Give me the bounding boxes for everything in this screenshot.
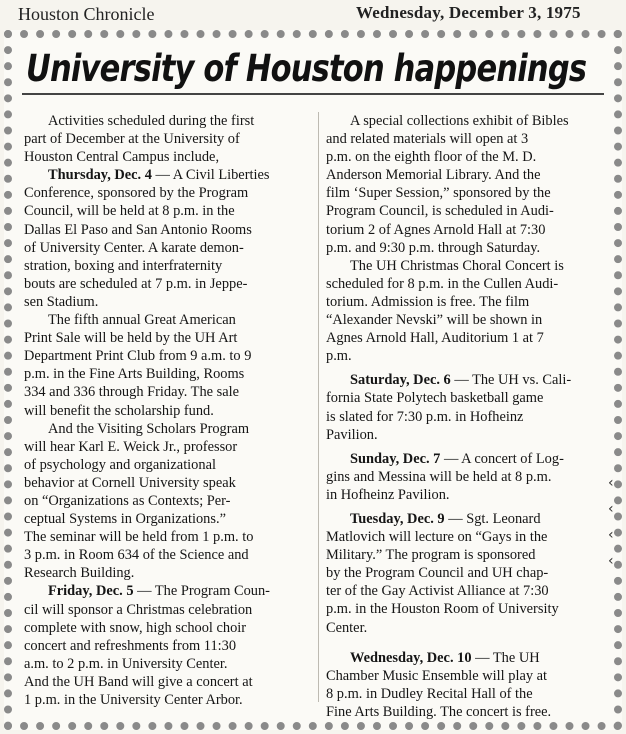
article-text-line: part of December at the University of <box>24 131 240 148</box>
article-text-line: in Hofheinz Pavilion. <box>326 486 450 503</box>
article-text-line: And the Visiting Scholars Program <box>48 420 250 437</box>
article-text-line: Saturday, Dec. 6 — The UH vs. Cali- <box>350 372 572 389</box>
margin-arrow-icon: ‹ <box>608 501 614 517</box>
article-text-line: on “Organizations as Contexts; Per- <box>24 492 231 509</box>
article-text-line: 8 p.m. in Dudley Recital Hall of the <box>326 685 533 702</box>
headline-rule <box>22 93 604 95</box>
article-text-line: Department Print Club from 9 a.m. to 9 <box>24 348 252 365</box>
article-text-line: Dallas El Paso and San Antonio Rooms <box>24 221 252 238</box>
article-text-line: of psychology and organizational <box>24 456 216 473</box>
margin-arrow-marks <box>608 470 622 580</box>
article-text-line: Research Building. <box>24 565 135 582</box>
article-text-line: Pavilion. <box>326 426 378 443</box>
article-text-line: Chamber Music Ensemble will play at <box>326 667 548 684</box>
article-text-line: And the UH Band will give a concert at <box>24 673 253 690</box>
article-text-line: concert and refreshments from 11:30 <box>24 637 237 654</box>
article-headline: University of Houston happenings <box>26 48 587 91</box>
article-text-line: Program Council, is scheduled in Audi- <box>326 203 554 220</box>
article-text-line: scheduled for 8 p.m. in the Cullen Audi- <box>326 275 559 292</box>
article-text-line: A special collections exhibit of Bibles <box>350 113 569 129</box>
article-text-line: Conference, sponsored by the Program <box>24 185 249 202</box>
event-dateline: Tuesday, Dec. 9 <box>350 510 449 527</box>
margin-arrow-icon: ‹ <box>608 527 614 543</box>
article-column-left <box>24 112 312 709</box>
article-text-line: Sunday, Dec. 7 — A concert of Log- <box>350 450 564 467</box>
article-text-line: Council, will be held at 8 p.m. in the <box>24 203 235 220</box>
margin-arrow-icon: ‹ <box>608 475 614 491</box>
article-text-line: ter of the Gay Activist Alliance at 7:30 <box>326 583 549 600</box>
article-text-line: complete with snow, high school choir <box>24 619 247 636</box>
article-text-line: will hear Karl E. Weick Jr., professor <box>24 438 238 455</box>
article-text-line: and related materials will open at 3 <box>326 131 529 148</box>
article-text-line: bouts are scheduled at 7 p.m. in Jeppe- <box>24 275 248 292</box>
event-dateline: Thursday, Dec. 4 <box>48 167 156 184</box>
article-text-line: p.m. on the eighth floor of the M. D. <box>326 149 537 166</box>
event-dateline: Friday, Dec. 5 <box>48 583 138 600</box>
article-text-line: is slated for 7:30 p.m. in Hofheinz <box>326 408 524 425</box>
article-text-line: 334 and 336 through Friday. The sale <box>24 384 240 401</box>
article-text-line: Wednesday, Dec. 10 — The UH <box>350 649 540 666</box>
article-text-line: torium 2 of Agnes Arnold Hall at 7:30 <box>326 221 546 238</box>
column-divider <box>318 112 319 702</box>
article-text-line: a.m. to 2 p.m. in University Center. <box>24 655 228 672</box>
article-text-line: 1 p.m. in the University Center Arbor. <box>24 692 243 708</box>
article-text-line: Anderson Memorial Library. And the <box>326 167 541 184</box>
article-text-line: p.m. <box>326 348 352 365</box>
article-text-line: p.m. and 9:30 p.m. through Saturday. <box>326 239 541 256</box>
article-text-line: Activities scheduled during the first <box>48 113 255 129</box>
article-text-line: fornia State Polytech basketball game <box>326 390 544 407</box>
event-dateline: Wednesday, Dec. 10 <box>350 649 476 666</box>
article-text-line: Print Sale will be held by the UH Art <box>24 330 238 347</box>
article-text-line: Matlovich will lecture on “Gays in the <box>326 529 548 546</box>
margin-arrow-icon: ‹ <box>608 553 614 569</box>
masthead <box>0 0 626 30</box>
event-dateline: Sunday, Dec. 7 <box>350 450 444 467</box>
article-text-line: p.m. in the Houston Room of University <box>326 601 559 618</box>
article-text-line: Houston Central Campus include, <box>24 149 220 166</box>
article-text-line: The fifth annual Great American <box>48 312 236 329</box>
article-text-line: “Alexander Nevski” will be shown in <box>326 312 543 329</box>
article-text-line: Agnes Arnold Hall, Auditorium 1 at 7 <box>326 330 544 347</box>
article-column-right <box>326 112 607 721</box>
article-text-line: ceptual Systems in Organizations.” <box>24 511 226 528</box>
article-text-line: Military.” The program is sponsored <box>326 547 536 564</box>
article-text-line: behavior at Cornell University speak <box>24 474 236 491</box>
article-text-line: sen Stadium. <box>24 293 99 310</box>
issue-date: Wednesday, December 3, 1975 <box>356 3 581 22</box>
article-text-line: Center. <box>326 619 368 636</box>
article-text-line: p.m. in the Fine Arts Building, Rooms <box>24 366 245 383</box>
article-text-line: gins and Messina will be held at 8 p.m. <box>326 468 552 485</box>
newspaper-name: Houston Chronicle <box>18 4 155 24</box>
article-text-line: by the Program Council and UH chap- <box>326 565 549 582</box>
article-text-line: torium. Admission is free. The film <box>326 293 530 310</box>
article-text-line: Thursday, Dec. 4 — A Civil Liberties <box>48 167 270 184</box>
article-text-line: stration, boxing and interfraternity <box>24 257 223 274</box>
article-text-line: 3 p.m. in Room 634 of the Science and <box>24 547 249 564</box>
article-text-line: The UH Christmas Choral Concert is <box>350 257 564 274</box>
event-dateline: Saturday, Dec. 6 <box>350 372 455 389</box>
article-text-line: Tuesday, Dec. 9 — Sgt. Leonard <box>350 510 541 527</box>
article-text-line: The seminar will be held from 1 p.m. to <box>24 529 254 546</box>
article-text-line: will benefit the scholarship fund. <box>24 402 214 419</box>
article-text-line: of University Center. A karate demon- <box>24 239 244 256</box>
article-text-line: film ‘Super Session,” sponsored by the <box>326 185 551 202</box>
article-text-line: Friday, Dec. 5 — The Program Coun- <box>48 583 270 600</box>
article-text-line: cil will sponsor a Christmas celebration <box>24 601 253 618</box>
article-text-line: Fine Arts Building. The concert is free. <box>326 703 552 720</box>
